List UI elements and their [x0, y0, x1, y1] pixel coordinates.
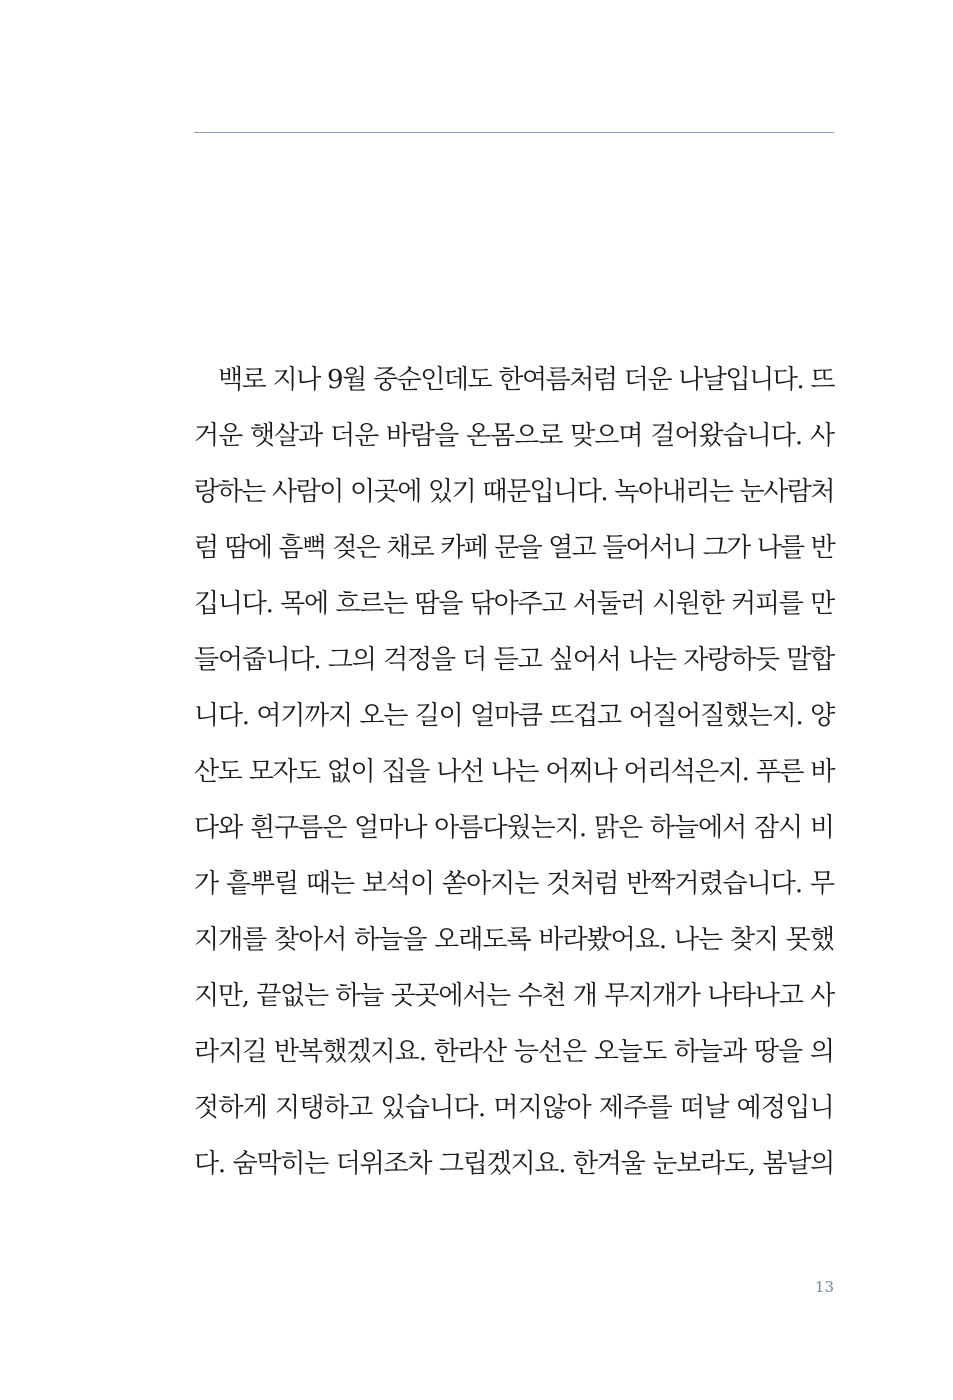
text-line: 들어줍니다. 그의 걱정을 더 듣고 싶어서 나는 자랑하듯 말합	[194, 645, 834, 675]
text-line: 랑하는 사람이 이곳에 있기 때문입니다. 녹아내리는 눈사람처	[194, 477, 834, 507]
header-rule	[194, 132, 834, 133]
text-line: 산도 모자도 없이 집을 나선 나는 어찌나 어리석은지. 푸른 바	[194, 757, 834, 787]
text-line: 다와 흰구름은 얼마나 아름다웠는지. 맑은 하늘에서 잠시 비	[194, 813, 834, 843]
text-line: 럼 땀에 흠뻑 젖은 채로 카페 문을 열고 들어서니 그가 나를 반	[194, 533, 834, 563]
text-line: 백로 지나 9월 중순인데도 한여름처럼 더운 나날입니다. 뜨	[218, 365, 834, 395]
text-line: 니다. 여기까지 오는 길이 얼마큼 뜨겁고 어질어질했는지. 양	[194, 701, 834, 731]
text-line: 깁니다. 목에 흐르는 땀을 닦아주고 서둘러 시원한 커피를 만	[194, 589, 834, 619]
text-line: 라지길 반복했겠지요. 한라산 능선은 오늘도 하늘과 땅을 의	[194, 1037, 834, 1067]
text-line: 젓하게 지탱하고 있습니다. 머지않아 제주를 떠날 예정입니	[194, 1093, 834, 1123]
text-line: 지개를 찾아서 하늘을 오래도록 바라봤어요. 나는 찾지 못했	[194, 925, 834, 955]
page-number: 13	[814, 1278, 834, 1296]
text-line: 다. 숨막히는 더위조차 그립겠지요. 한겨울 눈보라도, 봄날의	[194, 1149, 834, 1179]
text-line: 지만, 끝없는 하늘 곳곳에서는 수천 개 무지개가 나타나고 사	[194, 981, 834, 1011]
text-line: 거운 햇살과 더운 바람을 온몸으로 맞으며 걸어왔습니다. 사	[194, 421, 834, 451]
text-line: 가 흩뿌릴 때는 보석이 쏟아지는 것처럼 반짝거렸습니다. 무	[194, 869, 834, 899]
body-paragraph	[194, 352, 834, 1192]
